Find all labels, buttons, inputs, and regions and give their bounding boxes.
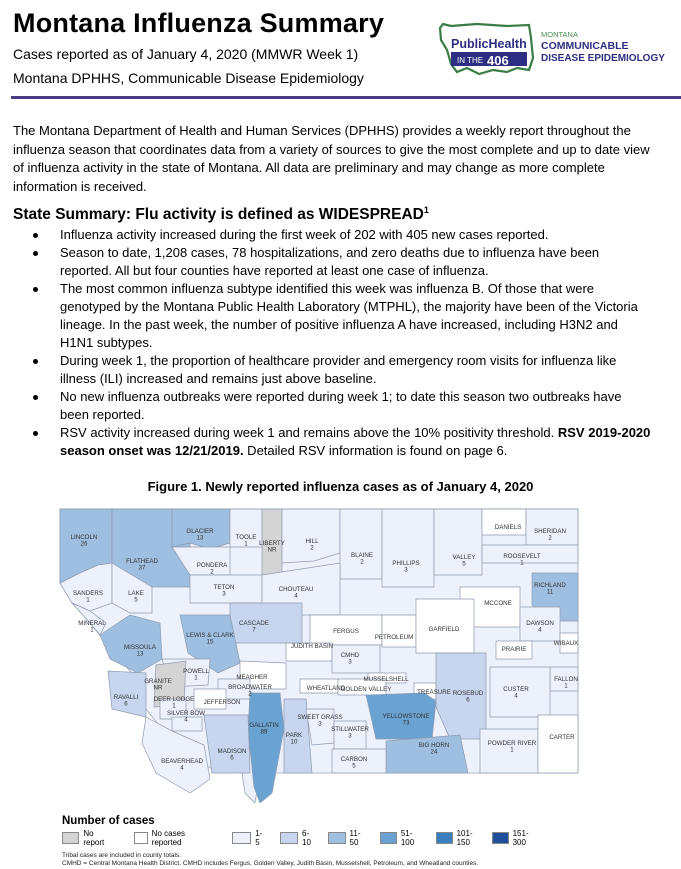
legend-swatch <box>62 832 79 844</box>
county-label-lewis-clark: LEWIS & CLARK 15 <box>186 632 234 646</box>
county-label-deer-lodge: DEER LODGE 1 <box>153 696 195 710</box>
county-label-granite: GRANITE NR <box>144 678 172 692</box>
legend-swatch <box>492 832 509 844</box>
logo-text-communicable: COMMUNICABLE <box>541 40 629 52</box>
report-date-subtitle: Cases reported as of January 4, 2020 (MMWR Week 1) <box>13 46 359 62</box>
montana-county-map <box>50 503 590 803</box>
page-title: Montana Influenza Summary <box>13 8 385 38</box>
county-label-custer: CUSTER 4 <box>503 686 529 700</box>
summary-bullet-list <box>13 226 653 460</box>
legend-label: 11-50 <box>349 829 361 847</box>
list-item: Influenza activity increased during the first week of 202 with 405 new cases reported. <box>13 226 653 244</box>
county-sheridan <box>526 509 578 545</box>
county-hill <box>282 509 340 563</box>
county-label-wheatland: WHEATLAND <box>306 685 346 692</box>
county-cmhd <box>332 645 380 673</box>
county-label-mineral: MINERAL 1 <box>78 620 106 634</box>
county-label-cascade: CASCADE 7 <box>239 620 269 634</box>
legend-item <box>436 829 478 847</box>
county-valley <box>434 509 482 575</box>
legend-label: 6-10 <box>302 829 311 847</box>
county-madison <box>204 715 250 773</box>
county-label-jefferson: JEFFERSON <box>203 699 241 706</box>
county-label-richland: RICHLAND 11 <box>534 582 566 596</box>
footnote-marker: 1 <box>423 205 429 215</box>
logo-text-disease-epidemiology: DISEASE EPIDEMIOLOGY <box>541 53 665 64</box>
county-label-treasure: TREASURE <box>417 689 451 696</box>
county-powder-river <box>480 729 538 773</box>
county-label-lake: LAKE 5 <box>128 590 144 604</box>
county-label-madison: MADISON 6 <box>217 748 247 762</box>
legend-label: 151-300 <box>512 829 529 847</box>
county-label-chouteau: CHOUTEAU 4 <box>278 586 314 600</box>
logo-text-406: 406 <box>487 53 509 68</box>
county-label-toole: TOOLE 1 <box>235 534 257 548</box>
county-label-big-horn: BIG HORN 24 <box>418 742 450 756</box>
county-label-liberty: LIBERTY NR <box>259 540 285 554</box>
county-label-sweet-grass: SWEET GRASS 3 <box>297 714 343 728</box>
legend-label: No cases reported <box>151 829 186 847</box>
county-label-carbon: CARBON 5 <box>340 756 368 770</box>
county-label-pondera: PONDERA 2 <box>196 562 228 576</box>
map-note-tribal: Tribal cases are included in county totals. <box>62 852 181 859</box>
county-blaine <box>340 509 382 579</box>
logo-text-montana: MONTANA <box>541 30 578 39</box>
county-label-valley: VALLEY 5 <box>452 554 476 568</box>
legend-label: 51-100 <box>400 829 415 847</box>
legend-item <box>380 829 419 847</box>
legend-item <box>492 829 534 847</box>
county-big-horn <box>386 735 468 773</box>
legend-label: 101-150 <box>456 829 473 847</box>
county-label-phillips: PHILLIPS 3 <box>392 560 420 574</box>
legend-swatch <box>328 832 346 844</box>
report-source: Montana DPHHS, Communicable Disease Epidemiology <box>13 70 364 86</box>
county-label-cmhd: CMHD 3 <box>340 652 360 666</box>
county-daniels <box>482 509 526 535</box>
list-item: No new influenza outbreaks were reported during week 1; to date this season two outbreaks have been reported. <box>13 388 653 424</box>
county-petroleum <box>382 615 416 647</box>
county-label-beaverhead: BEAVERHEAD 4 <box>161 758 203 772</box>
county-label-garfield: GARFIELD <box>428 626 460 633</box>
list-item: The most common influenza subtype identified this week was influenza B. Of those that were genotyped by the Montana Public Health Laboratory (MTPHL), the majority have been of the Victoria lineage. In the past week, the number of positive influenza A have increased, including H3N2 and H1N1 subtypes. <box>13 280 653 352</box>
county-label-flathead: FLATHEAD 37 <box>126 558 158 572</box>
county-label-musselshell: MUSSELSHELL <box>363 676 409 683</box>
county-label-park: PARK 10 <box>285 732 303 746</box>
county-label-broadwater: BROADWATER 2 <box>228 684 272 698</box>
county-label-mccone: MCCONE <box>484 600 512 607</box>
county-label-missoula: MISSOULA 13 <box>124 644 156 658</box>
legend-label: No report <box>83 829 105 847</box>
legend-item <box>232 829 265 847</box>
county-label-petroleum: PETROLEUM <box>374 634 414 641</box>
legend-swatch <box>134 832 148 844</box>
public-health-logo <box>437 20 677 78</box>
map-note-cmhd: CMHD = Central Montana Health District. CMHD includes Fergus, Golden Valley, Judith Basin, Musselshell, Petroleum, and Wheatland counties. <box>62 860 479 867</box>
header-divider <box>11 96 681 99</box>
county-phillips <box>382 509 434 587</box>
intro-paragraph: The Montana Department of Health and Human Services (DPHHS) provides a weekly report throughout the influenza season that coordinates data from a variety of sources to give the most complete and up to date view of influenza activity in the state of Montana. All data are preliminary and may change as more complete information is received. <box>13 123 650 194</box>
state-summary-heading: State Summary: Flu activity is defined as WIDESPREAD$^1$ <box>13 205 429 224</box>
legend-swatch <box>280 832 298 844</box>
county-label-sanders: SANDERS 1 <box>73 590 103 604</box>
county-label-powell: POWELL 1 <box>183 668 209 682</box>
county-label-blaine: BLAINE 2 <box>350 552 374 566</box>
legend-swatch <box>232 832 251 844</box>
county-carter <box>538 715 578 773</box>
legend-label: 1-5 <box>255 829 263 847</box>
county-label-judith-basin: JUDITH BASIN <box>290 643 334 650</box>
list-item: During week 1, the proportion of healthcare provider and emergency room visits for influenza like illness (ILI) increased and remains just above baseline. <box>13 352 653 388</box>
county-label-golden-valley: GOLDEN VALLEY <box>340 686 392 693</box>
legend-item <box>62 829 109 847</box>
county-label-carter: CARTER <box>549 734 575 741</box>
county-label-meagher: MEAGHER <box>236 674 268 681</box>
county-label-fergus: FERGUS <box>333 628 359 635</box>
county-label-lincoln: LINCOLN 26 <box>70 534 98 548</box>
list-item: RSV activity increased during week 1 and remains above the 10% positivity threshold. RSV 2019-2020 season onset was 12/21/2019. Detailed RSV information is found on page 6. <box>13 424 653 460</box>
legend-swatch <box>380 832 397 844</box>
county-label-dawson: DAWSON 4 <box>526 620 554 634</box>
county-label-ravalli: RAVALLI 6 <box>113 694 139 708</box>
list-item: Season to date, 1,208 cases, 78 hospitalizations, and zero deaths due to influenza have been reported. All but four counties have reported at least one case of influenza. <box>13 244 653 280</box>
county-label-silver-bow: SILVER BOW 4 <box>166 710 206 724</box>
county-label-powder-river: POWDER RIVER 1 <box>487 740 537 754</box>
county-label-teton: TETON 3 <box>213 584 235 598</box>
county-label-glacier: GLACIER 13 <box>186 528 214 542</box>
county-label-roosevelt: ROOSEVELT 1 <box>503 553 541 567</box>
county-label-fallon: FALLON 1 <box>554 676 578 690</box>
county-label-daniels: DANIELS <box>494 524 522 531</box>
logo-text-publichealth: PublicHealth <box>451 37 527 51</box>
legend-item <box>280 829 315 847</box>
county-label-rosebud: ROSEBUD 6 <box>452 690 484 704</box>
figure-title: Figure 1. Newly reported influenza cases as of January 4, 2020 <box>147 479 534 494</box>
county-label-gallatin: GALLATIN 89 <box>249 722 279 736</box>
legend-swatch <box>436 832 453 844</box>
county-label-sheridan: SHERIDAN 2 <box>534 528 566 542</box>
county-label-yellowstone: YELLOWSTONE 73 <box>382 713 430 727</box>
county-label-hill: HILL 2 <box>305 538 319 552</box>
county-label-wibaux: WIBAUX <box>553 640 579 647</box>
logo-text-inthe: IN THE <box>457 56 484 65</box>
legend-item <box>134 829 190 847</box>
county-label-stillwater: STILLWATER 3 <box>331 726 369 740</box>
legend-title: Number of cases <box>62 815 155 827</box>
county-label-prairie: PRAIRIE <box>501 646 527 653</box>
legend-item <box>328 829 365 847</box>
